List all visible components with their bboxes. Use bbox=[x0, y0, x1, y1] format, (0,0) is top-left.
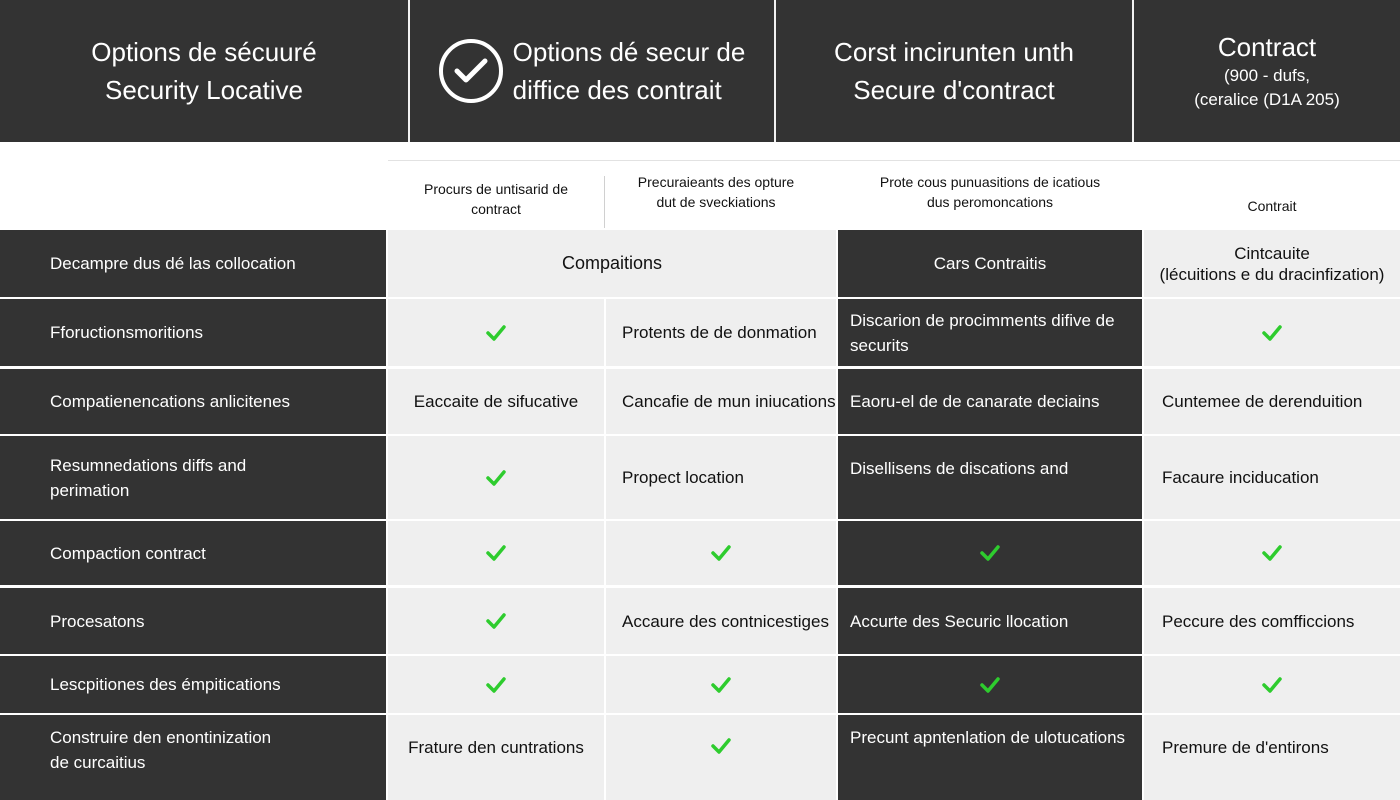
subheader-col-1-line-1: Procurs de untisarid de bbox=[424, 181, 568, 197]
row-label: Compatienencations anlicitenes bbox=[0, 369, 386, 434]
check-icon bbox=[1261, 544, 1283, 562]
table-row bbox=[0, 369, 1400, 434]
subheader-col-4-line-1: Contrait bbox=[1247, 198, 1297, 214]
subheader-rule bbox=[388, 160, 1400, 161]
table-cell: Protents de de donmation bbox=[606, 299, 836, 366]
table-cell bbox=[1144, 521, 1400, 585]
row-label: Decampre dus dé las collocation bbox=[0, 230, 386, 297]
table-row bbox=[0, 521, 1400, 585]
check-icon bbox=[485, 676, 507, 694]
subheader-col-3-line-1: Prote cous punuasitions de icatious bbox=[879, 174, 1101, 190]
table-cell: Facaure inciducation bbox=[1144, 436, 1400, 519]
subheader-col-3 bbox=[838, 166, 1142, 218]
table-cell bbox=[388, 436, 604, 519]
table-cell: Propect location bbox=[606, 436, 836, 519]
section-col-4-line-2: (lécuitions e du dracinfization) bbox=[1159, 264, 1385, 284]
table-cell: Cancafie de mun iniucations bbox=[606, 369, 836, 434]
section-merged-cell: Compaitions bbox=[388, 230, 836, 297]
section-row bbox=[0, 230, 1400, 297]
subheader-col-3-line-2: dus peromoncations bbox=[926, 194, 1054, 210]
header-col-1-line-2: Security Locative bbox=[105, 75, 303, 105]
table-cell: Precunt apntenlation de ulotucations bbox=[838, 715, 1142, 800]
table-cell bbox=[606, 715, 836, 800]
row-label: Ffoructionsmoritions bbox=[0, 299, 386, 366]
table-cell: Eaccaite de sifucative bbox=[388, 369, 604, 434]
subheader-divider bbox=[604, 176, 605, 228]
check-icon bbox=[710, 544, 732, 562]
row-label-line: de curcaitius bbox=[50, 753, 146, 772]
table-cell bbox=[838, 656, 1142, 713]
table-cell: Disellisens de discations and bbox=[838, 436, 1142, 519]
section-col-3: Cars Contraitis bbox=[838, 230, 1142, 297]
row-label bbox=[0, 436, 386, 519]
header-col-4-line-3: (ceralice (D1A 205) bbox=[1194, 90, 1340, 109]
table-cell: Accaure des contnicestiges bbox=[606, 588, 836, 654]
subheader-col-4 bbox=[1144, 180, 1400, 232]
section-col-4 bbox=[1144, 230, 1400, 297]
table-cell bbox=[388, 521, 604, 585]
row-label-line: Construire den enontinization bbox=[50, 728, 272, 747]
table-cell bbox=[1144, 299, 1400, 366]
table-cell: Cuntemee de derenduition bbox=[1144, 369, 1400, 434]
table-cell bbox=[388, 588, 604, 654]
header-col-1 bbox=[0, 0, 408, 142]
subheader-col-2-line-2: dut de sveckiations bbox=[656, 194, 776, 210]
check-icon bbox=[1261, 676, 1283, 694]
check-icon bbox=[485, 324, 507, 342]
header-col-4-line-1: Contract bbox=[1217, 32, 1317, 62]
row-label bbox=[0, 715, 386, 800]
row-label: Procesatons bbox=[0, 588, 386, 654]
table-cell: Eaoru-el de de canarate deciains bbox=[838, 369, 1142, 434]
check-icon bbox=[485, 612, 507, 630]
table-cell: Premure de d'entirons bbox=[1144, 715, 1400, 800]
table-cell: Frature den cuntrations bbox=[388, 715, 604, 800]
header-col-4-line-2: (900 - dufs, bbox=[1224, 66, 1310, 85]
table-row bbox=[0, 436, 1400, 519]
header-col-1-line-1: Options de sécuuré bbox=[91, 37, 317, 67]
table-row bbox=[0, 715, 1400, 800]
table-cell: Peccure des comfficcions bbox=[1144, 588, 1400, 654]
header-col-4 bbox=[1134, 0, 1400, 142]
table-cell bbox=[388, 299, 604, 366]
row-label-line: perimation bbox=[50, 480, 130, 500]
check-icon bbox=[979, 544, 1001, 562]
check-icon bbox=[485, 544, 507, 562]
cell-line: securits bbox=[850, 335, 909, 355]
check-icon bbox=[979, 676, 1001, 694]
table-row bbox=[0, 299, 1400, 366]
table-header bbox=[0, 0, 1400, 142]
header-col-2-line-1: Options dé secur de bbox=[512, 37, 746, 67]
header-col-2-line-2: diffice des contrait bbox=[512, 75, 722, 105]
row-label: Lescpitiones des émpitications bbox=[0, 656, 386, 713]
header-col-3-line-2: Secure d'contract bbox=[853, 75, 1055, 105]
subheader-col-1 bbox=[388, 168, 604, 230]
cell-line: Discarion de procimments difive de bbox=[850, 310, 1115, 330]
table-row bbox=[0, 656, 1400, 713]
check-icon bbox=[710, 737, 732, 755]
header-col-2 bbox=[410, 0, 774, 142]
table-cell bbox=[388, 656, 604, 713]
table-cell: Accurte des Securic llocation bbox=[838, 588, 1142, 654]
table-cell bbox=[838, 299, 1142, 366]
subheader-col-2 bbox=[606, 166, 826, 218]
row-label-line: Resumnedations diffs and bbox=[50, 455, 247, 475]
table-cell bbox=[606, 656, 836, 713]
section-col-4-line-1: Cintcauite bbox=[1234, 243, 1310, 263]
check-circle-icon bbox=[439, 39, 503, 103]
subheader-col-2-line-1: Precuraieants des opture bbox=[637, 174, 795, 190]
check-icon bbox=[710, 676, 732, 694]
table-cell bbox=[1144, 656, 1400, 713]
header-col-3-line-1: Corst incirunten unth bbox=[834, 37, 1074, 67]
row-label: Compaction contract bbox=[0, 521, 386, 585]
header-col-3 bbox=[776, 0, 1132, 142]
check-icon bbox=[485, 469, 507, 487]
table-cell bbox=[838, 521, 1142, 585]
table-cell bbox=[606, 521, 836, 585]
check-icon bbox=[1261, 324, 1283, 342]
table-row bbox=[0, 588, 1400, 654]
subheader-col-1-line-2: contract bbox=[471, 201, 521, 217]
